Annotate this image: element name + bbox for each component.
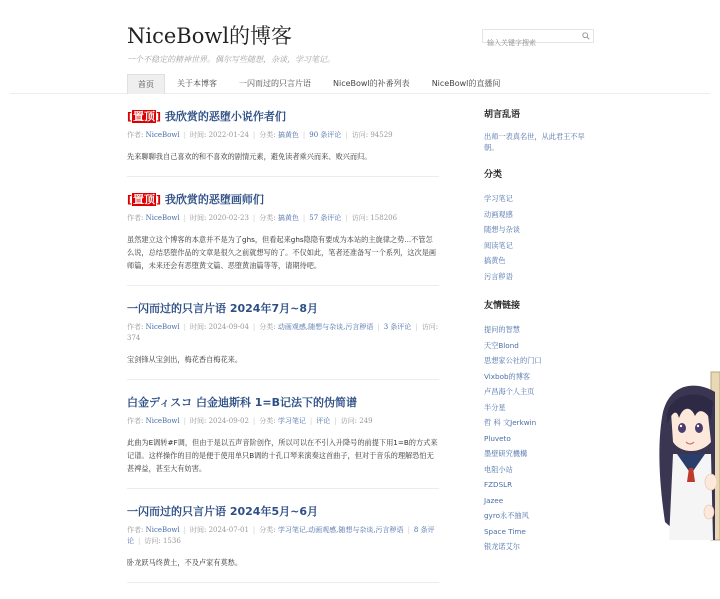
category-label: 分类:	[259, 323, 276, 331]
meta-separator: |	[252, 214, 256, 222]
category-link[interactable]: 搞黄色	[484, 256, 506, 265]
post-meta	[127, 213, 439, 224]
post-excerpt: 虽然建立这个博客的本意并不是为了ghs，但看起来ghs隐隐有要成为本站的主旋律之势...不管怎么说，总结恶堕作品的文章是很久之前就想写的了。不仅如此，笔者还准备写一个系列，这次是画师篇，未来还会有恶堕黄文篇、恶堕黄油篇等等，请期待吧。	[127, 235, 437, 270]
friend-link[interactable]: FZDSLR	[484, 480, 513, 489]
post-excerpt: 先来聊聊我自己喜欢的和不喜欢的剧情元素，避免读者乘兴而来、败兴而归。	[127, 152, 372, 161]
friend-link[interactable]: 墨壁研究機構	[484, 449, 528, 458]
time-label: 时间:	[189, 417, 207, 425]
category-link[interactable]: 污言秽语	[484, 271, 513, 281]
post-title-text[interactable]: 一闪而过的只言片语 2024年5月~6月	[127, 505, 318, 518]
links-title: 友情链接	[484, 301, 521, 311]
post-entry	[127, 302, 439, 380]
views-label: 访问:	[351, 131, 369, 139]
meta-separator: |	[252, 417, 256, 425]
post-comments-link[interactable]: 评论	[316, 417, 331, 425]
post-excerpt: 宝剑锋从宝剑出，梅花香自梅花来。	[127, 355, 243, 364]
meta-separator: |	[183, 417, 186, 425]
meta-separator: |	[309, 417, 313, 425]
sticky-word: 置顶	[133, 193, 156, 206]
friend-link[interactable]: gyro永不抽风	[484, 511, 529, 520]
post-meta	[127, 416, 439, 427]
post-author-link[interactable]: NiceBowl	[145, 417, 180, 425]
post-entry	[127, 110, 439, 177]
nav-item-0[interactable]: 首页	[127, 74, 165, 94]
meta-separator: |	[183, 526, 186, 534]
post-comments-link[interactable]: 57 条评论	[309, 214, 342, 222]
post-category-link[interactable]: 学习笔记,动画观感,随想与杂谈,污言秽语	[277, 526, 404, 534]
post-views: 249	[359, 417, 373, 425]
meta-separator: |	[138, 537, 141, 545]
post-title-text[interactable]: 我欣赏的恶堕小说作者们	[164, 110, 286, 123]
friend-link[interactable]: 哲 科 文Jerkwin	[484, 418, 537, 427]
views-label: 访问:	[340, 417, 357, 425]
meta-separator: |	[345, 131, 348, 139]
category-label: 分类:	[259, 526, 276, 534]
sticky-close: ]	[156, 110, 162, 123]
post-title-text[interactable]: 白金ディスコ 白金迪斯科 1=B记法下的伪简谱	[127, 396, 358, 409]
meta-separator: |	[252, 131, 256, 139]
category-link[interactable]: 阅读笔记	[484, 240, 513, 250]
post-date: 2022-01-24	[208, 131, 249, 139]
friend-link[interactable]: 提问的智慧	[484, 325, 520, 334]
categories-title: 分类	[484, 170, 503, 180]
time-label: 时间:	[189, 131, 207, 139]
friend-link[interactable]: 银龙诺艾尔	[484, 542, 520, 551]
post-meta	[127, 322, 439, 344]
post-title-text[interactable]: 我欣赏的恶堕画师们	[164, 193, 264, 206]
category-link[interactable]: 学习笔记	[484, 194, 513, 203]
author-label: 作者:	[127, 417, 144, 425]
category-label: 分类:	[259, 131, 276, 139]
meta-separator: |	[345, 214, 348, 222]
post-date: 2024-09-04	[208, 323, 249, 331]
sidebar	[484, 109, 594, 571]
time-label: 时间:	[189, 323, 207, 331]
meta-separator: |	[415, 323, 418, 331]
post-entry	[127, 396, 439, 489]
post-title[interactable]	[127, 193, 439, 207]
friend-link[interactable]: 电阻小站	[484, 464, 513, 474]
nav-item-4[interactable]: NiceBowl的直播间	[431, 79, 501, 88]
author-label: 作者:	[127, 214, 144, 222]
post-views: 1536	[162, 537, 181, 545]
meta-separator: |	[252, 526, 256, 534]
categories-widget	[484, 169, 594, 284]
post-date: 2024-07-01	[208, 526, 249, 534]
post-category-link[interactable]: 搞黄色	[277, 214, 299, 222]
site-title[interactable]: NiceBowl的博客	[127, 24, 293, 48]
search-box[interactable]	[482, 29, 594, 43]
search-input[interactable]	[483, 37, 577, 49]
sticky-open: [	[127, 110, 133, 123]
friend-link[interactable]: Space Time	[484, 526, 526, 536]
post-comments-link[interactable]: 8 条评论	[127, 526, 435, 545]
meta-separator: |	[183, 131, 186, 139]
post-author-link[interactable]: NiceBowl	[145, 214, 180, 222]
site-description: 一个不稳定的精神世界。偶尔写些随想，杂谈，学习笔记。	[127, 55, 335, 64]
links-list	[484, 322, 594, 555]
post-comments-link[interactable]: 90 条评论	[309, 131, 342, 139]
friend-link[interactable]: 半分星	[484, 402, 506, 412]
views-label: 访问:	[144, 537, 161, 545]
post-entry	[127, 505, 439, 583]
friend-link[interactable]: Vixbob的博客	[484, 371, 531, 381]
category-link[interactable]: 随想与杂谈	[484, 225, 520, 234]
post-title-text[interactable]: 一闪而过的只言片语 2024年7月~8月	[127, 302, 318, 315]
post-meta	[127, 525, 439, 547]
meta-separator: |	[407, 526, 410, 534]
mascot-character-image	[655, 372, 720, 540]
time-label: 时间:	[189, 526, 207, 534]
motto-title: 胡言乱语	[484, 110, 521, 120]
post-date: 2020-02-23	[208, 214, 249, 222]
meta-separator: |	[302, 214, 306, 222]
sticky-word: 置顶	[133, 110, 156, 123]
links-widget	[484, 300, 594, 555]
nav-item-3[interactable]: NiceBowl的补番列表	[333, 79, 410, 88]
post-title[interactable]	[127, 110, 439, 124]
categories-list	[484, 191, 594, 284]
post-list	[127, 110, 439, 599]
sticky-badge	[127, 110, 161, 123]
sticky-badge	[127, 193, 161, 206]
search-icon[interactable]	[582, 32, 590, 40]
views-label: 访问:	[351, 214, 369, 222]
post-category-link[interactable]: 搞黄色	[277, 131, 299, 139]
meta-separator: |	[377, 323, 380, 331]
sticky-open: [	[127, 193, 133, 206]
post-views: 374	[127, 334, 141, 342]
post-entry	[127, 193, 439, 286]
meta-separator: |	[334, 417, 337, 425]
friend-link[interactable]: 卢昌海个人主页	[484, 387, 535, 396]
post-title[interactable]	[127, 302, 439, 316]
post-category-link[interactable]: 学习笔记	[277, 417, 306, 425]
post-category-link[interactable]: 动画观感,随想与杂谈,污言秽语	[277, 323, 374, 331]
post-views: 158206	[370, 214, 398, 222]
sticky-close: ]	[156, 193, 162, 206]
author-label: 作者:	[127, 131, 144, 139]
friend-link[interactable]: Jazee	[484, 495, 504, 505]
post-comments-link[interactable]: 3 条评论	[383, 323, 412, 331]
motto-text: 出师一表真名世，从此君王不早朝。	[484, 132, 585, 152]
post-date: 2024-09-02	[208, 417, 249, 425]
motto-widget	[484, 109, 594, 153]
meta-separator: |	[183, 214, 186, 222]
post-excerpt: 卧龙跃马终黄土，不及卢家有莫愁。	[127, 558, 243, 567]
nav-item-2[interactable]: 一闪而过的只言片语	[239, 79, 311, 88]
friend-link[interactable]: 天空Blond	[484, 340, 519, 350]
post-meta	[127, 130, 439, 141]
category-label: 分类:	[259, 214, 276, 222]
nav-items	[127, 74, 510, 94]
meta-separator: |	[302, 131, 306, 139]
post-excerpt: 此曲为E调转#F调，但由于是以五声音阶创作，所以可以在不引入升降号的前提下用1=B的方式来记谱。这样操作的目的是便于使用单只B调的十孔口琴来演奏这首曲子，但对于音乐的理解恐怕无甚裨益，甚至大有妨害。	[127, 438, 438, 473]
time-label: 时间:	[189, 214, 207, 222]
friend-link[interactable]: 思想家公社的门口	[484, 356, 542, 365]
views-label: 访问:	[421, 323, 439, 331]
post-title[interactable]	[127, 505, 439, 519]
meta-separator: |	[183, 323, 186, 331]
author-label: 作者:	[127, 526, 144, 534]
post-author-link[interactable]: NiceBowl	[145, 131, 180, 139]
author-label: 作者:	[127, 323, 144, 331]
post-title[interactable]	[127, 396, 439, 410]
post-views: 94529	[370, 131, 393, 139]
post-author-link[interactable]: NiceBowl	[145, 323, 180, 331]
main-nav	[0, 74, 720, 94]
meta-separator: |	[252, 323, 256, 331]
post-author-link[interactable]: NiceBowl	[145, 526, 180, 534]
friend-link[interactable]: Pluveto	[484, 433, 511, 443]
nav-item-1[interactable]: 关于本博客	[177, 79, 217, 88]
category-link[interactable]: 动画观感	[484, 209, 513, 219]
category-label: 分类:	[259, 417, 276, 425]
